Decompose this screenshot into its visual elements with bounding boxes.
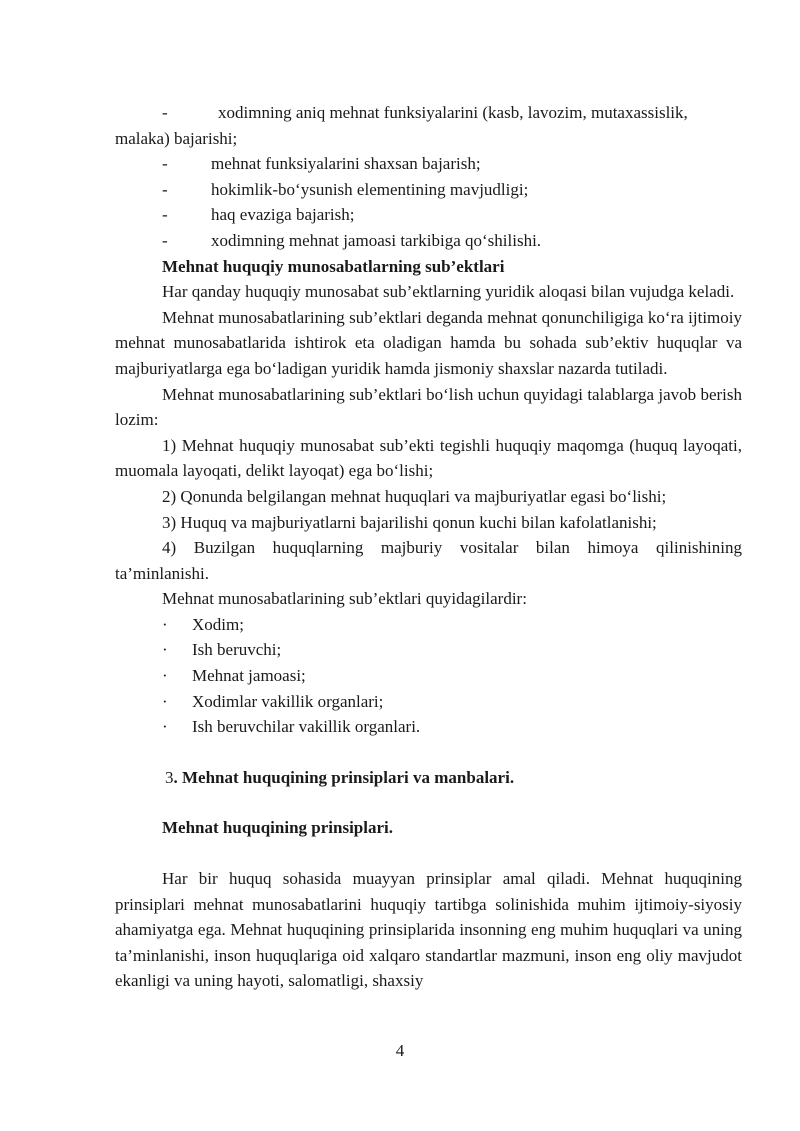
list-item-text: Xodim; — [192, 614, 244, 634]
dash-marker: - — [162, 205, 168, 225]
dash-item — [115, 100, 742, 126]
dash-marker: - — [162, 179, 168, 199]
section-number: 3 — [165, 767, 174, 787]
list-item — [115, 689, 742, 715]
bullet-marker: · — [162, 717, 168, 737]
paragraph: Har qanday huquqiy munosabat sub’ektlarning yuridik aloqasi bilan vujudga keladi. — [162, 282, 735, 302]
dash-marker: - — [162, 154, 168, 174]
dash-item-continuation: malaka) bajarishi; — [115, 128, 238, 148]
subjects-list — [115, 612, 742, 740]
bullet-marker: · — [162, 666, 168, 686]
page-body — [115, 100, 742, 994]
dash-list — [115, 100, 742, 254]
paragraph: Mehnat munosabatlarining sub’ektlari bo‘lish uchun quyidagi talablarga javob berish lozim: — [115, 384, 742, 430]
dash-item — [115, 177, 742, 203]
principles-heading: Mehnat huquqining prinsiplari. — [162, 818, 394, 838]
dash-item-text: xodimning aniq mehnat funksiyalarini (kasb, lavozim, mutaxassislik, — [218, 103, 688, 122]
requirements-list — [115, 433, 742, 587]
requirement-item: 3) Huquq va majburiyatlarni bajarilishi qonun kuchi bilan kafolatlanishi; — [162, 512, 657, 532]
section-title: . Mehnat huquqining prinsiplari va manbalari. — [173, 767, 515, 787]
list-item-text: Ish beruvchi; — [192, 640, 282, 660]
list-item — [115, 714, 742, 740]
page-number: 4 — [395, 1041, 405, 1060]
subjects-heading: Mehnat huquqiy munosabatlarning sub’ektlari — [162, 256, 505, 276]
dash-item-text: haq evaziga bajarish; — [211, 205, 355, 225]
dash-item-text: mehnat funksiyalarini shaxsan bajarish; — [211, 154, 481, 174]
bullet-marker: · — [162, 614, 168, 634]
list-item — [115, 637, 742, 663]
requirement-item: 2) Qonunda belgilangan mehnat huquqlari va majburiyatlar egasi bo‘lishi; — [162, 486, 667, 506]
section-heading — [115, 765, 742, 791]
dash-item — [115, 202, 742, 228]
bullet-marker: · — [162, 691, 168, 711]
dash-marker: - — [162, 230, 168, 250]
list-item — [115, 612, 742, 638]
dash-item-text: xodimning mehnat jamoasi tarkibiga qo‘shilishi. — [211, 230, 542, 250]
paragraph: Mehnat munosabatlarining sub’ektlari quyidagilardir: — [162, 589, 527, 609]
list-item-text: Ish beruvchilar vakillik organlari. — [192, 717, 421, 737]
paragraph: Mehnat munosabatlarining sub’ektlari deganda mehnat qonunchiligiga ko‘ra ijtimoiy mehnat munosabatlarida ishtirok eta oladigan hamda bu sohada sub’ektiv huquqlar va majburiyatlarga ega bo‘ladigan yuridik hamda jismoniy shaxslar nazarda tutiladi. — [115, 307, 742, 378]
dash-item-text: hokimlik-bo‘ysunish elementining mavjudligi; — [211, 179, 529, 199]
list-item-text: Xodimlar vakillik organlari; — [192, 691, 384, 711]
requirement-item: 1) Mehnat huquqiy munosabat sub’ekti tegishli huquqiy maqomga (huquq layoqati, muomala layoqati, delikt layoqat) ega bo‘lishi; — [115, 435, 742, 481]
bullet-marker: · — [162, 640, 168, 660]
list-item — [115, 663, 742, 689]
list-item-text: Mehnat jamoasi; — [192, 666, 306, 686]
dash-item — [115, 228, 742, 254]
dash-item — [115, 151, 742, 177]
dash-marker: - — [162, 103, 168, 122]
requirement-item: 4) Buzilgan huquqlarning majburiy vositalar bilan himoya qilinishining ta’minlanishi. — [115, 538, 742, 583]
paragraph: Har bir huquq sohasida muayyan prinsiplar amal qiladi. Mehnat huquqining prinsiplari mehnat munosabatlarini huquqiy tartibga solinishida muhim ijtimoiy-siyosiy ahamiyatga ega. Mehnat huquqining prinsiplarida insonning eng muhim huquqlari va uning ta’minlanishi, inson huquqlariga oid xalqaro standartlar mazmuni, inson eng oliy mavjudot ekanligi va uning hayoti, salomatligi, shaxsiy — [115, 869, 742, 991]
